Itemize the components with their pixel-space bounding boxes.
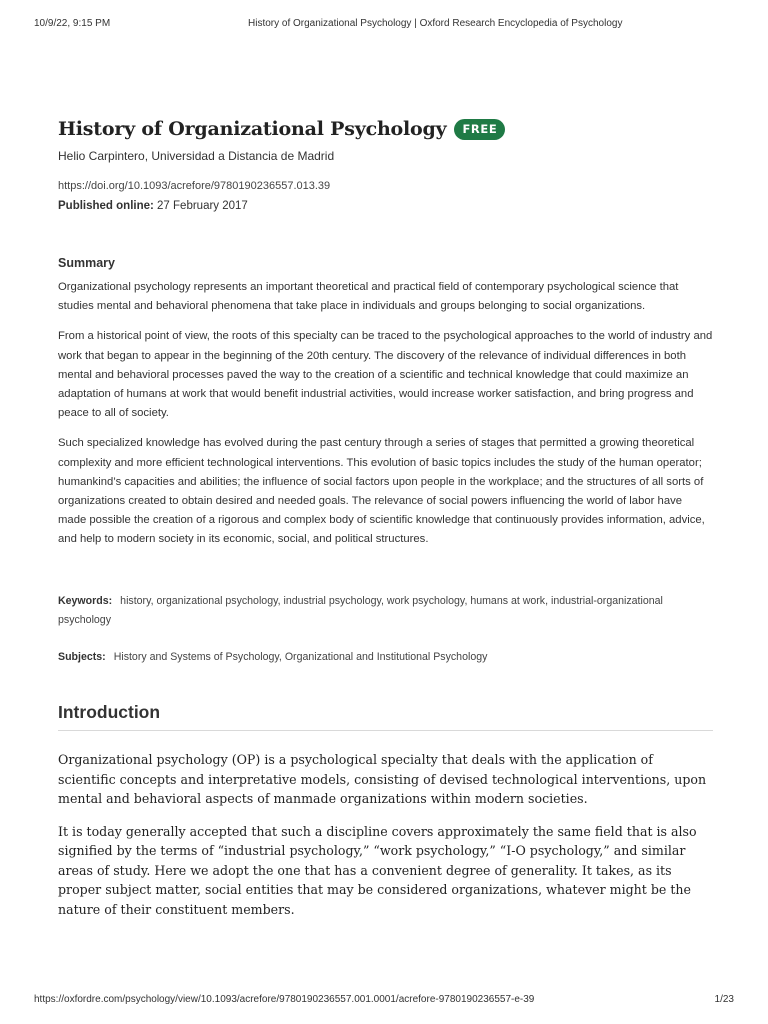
summary-paragraph: From a historical point of view, the roots of this specialty can be traced to the psychological approaches to the world of industry and work that began to appear in the beginning of the 20th century. The discovery of the relevance of individual differences in both mental and behavioral processes paved the way to the creation of a scientific and technical knowledge that could maximize an adaptation of humans at work that would benefit industrial activities, would increase worker satisfaction, and bring progress and peace to all of society.	[58, 330, 713, 420]
title-row	[58, 118, 505, 140]
author-line[interactable]: Helio Carpintero, Universidad a Distancia de Madrid	[58, 149, 335, 163]
published-line	[58, 200, 248, 212]
published-date: 27 February 2017	[153, 200, 248, 212]
free-badge: FREE	[454, 119, 505, 140]
keywords-label: Keywords:	[58, 595, 113, 607]
print-page-number: 1/23	[714, 994, 734, 1005]
summary-paragraph: Such specialized knowledge has evolved during the past century through a series of stages that permitted a growing theoretical complexity and more efficient technological interventions. This evolution of basic topics includes the study of the human operator; humankind’s capacities and abilities; the influence of social factors upon people in the workplace; and the structures of all sorts of organizations created to obtain desired and needed goals. The relevance of social powers influencing the world of labor have made possible the creation of a rigorous and complex body of scientific knowledge that continuously provides information, advice, and help to modern society in its economic, social, and political structures.	[58, 437, 705, 546]
subjects-list[interactable]: History and Systems of Psychology, Organizational and Institutional Psychology	[113, 651, 488, 663]
summary-body	[58, 278, 713, 561]
subjects-row	[58, 648, 713, 667]
article-title: History of Organizational Psychology	[58, 118, 447, 140]
summary-paragraph: Organizational psychology represents an important theoretical and practical field of contemporary psychological science that studies mental and behavioral phenomena that take place in individuals and groups belonging to social organizations.	[58, 281, 679, 313]
subjects-label: Subjects:	[58, 651, 106, 663]
published-label: Published online:	[58, 200, 154, 212]
print-datetime: 10/9/22, 9:15 PM	[34, 18, 111, 29]
keywords-row	[58, 592, 713, 630]
doi-link[interactable]: https://doi.org/10.1093/acrefore/9780190236557.013.39	[58, 180, 331, 192]
introduction-paragraph: Organizational psychology (OP) is a psychological specialty that deals with the application of scientific concepts and interpretative models, consisting of devised technological interventions, upon mental and behavioral aspects of manmade organizations within modern societies.	[58, 752, 707, 806]
print-page-title: History of Organizational Psychology | Oxford Research Encyclopedia of Psychology	[248, 18, 623, 29]
summary-heading: Summary	[58, 256, 115, 270]
keywords-list[interactable]: history, organizational psychology, industrial psychology, work psychology, humans at work, industrial-organizational psychology	[58, 595, 663, 627]
introduction-paragraph: It is today generally accepted that such a discipline covers approximately the same field that is also signified by the terms of “industrial psychology,” “work psychology,” “I-O psychology,” and similar areas of study. Here we adopt the one that has a convenient degree of generality. It takes, as its proper subject matter, social entities that may be considered organizations, whatever might be the nature of their constituent members.	[58, 823, 697, 917]
introduction-body	[58, 750, 713, 932]
print-url: https://oxfordre.com/psychology/view/10.1093/acrefore/9780190236557.001.0001/acrefore-9780190236557-e-39	[34, 994, 535, 1005]
introduction-heading: Introduction	[58, 702, 161, 722]
section-divider	[58, 730, 713, 731]
